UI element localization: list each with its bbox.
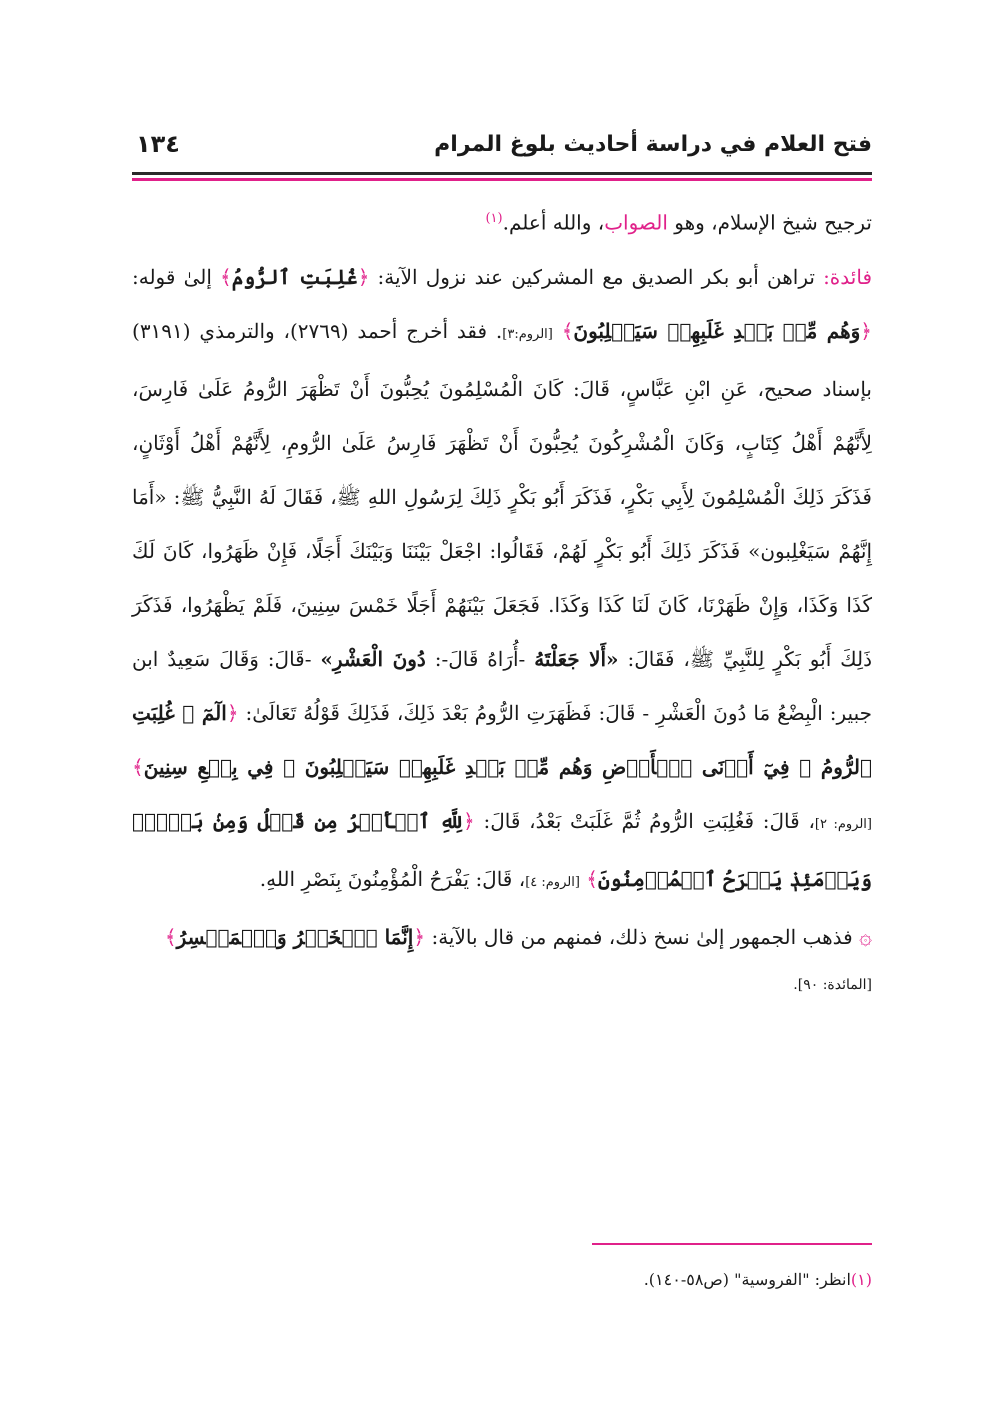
footnote-divider: [592, 1243, 872, 1245]
header-rule-pink: [132, 178, 872, 181]
header-rule-dark: [132, 172, 872, 175]
verse-ref: [الروم: ٤]: [525, 874, 580, 890]
paragraph-3: ۞ فذهب الجمهور إلىٰ نسخ ذلك، فمنهم من قال بالآية: ﴿إِنَّمَا ٱلۡخَمۡرُ وَٱلۡمَيۡسِرُ﴾: [164, 924, 872, 950]
paragraph-1: ترجيح شيخ الإسلام، وهو الصواب، والله أعلم.$^{(١)}$: [485, 210, 872, 235]
footnote-ref[interactable]: (١): [485, 211, 503, 226]
hadith-bold: دُونَ الْعَشْرِ»: [320, 646, 426, 671]
footnote: [644, 1270, 872, 1289]
book-title: فتح العلام في دراسة أحاديث بلوغ المرام: [434, 132, 872, 157]
quran-verse: الٓمٓ ۞ غُلِبَتِ ٱلرُّومُ ۞ فِيٓ أَدۡنَى ٱلۡأَرۡضِ وَهُم مِّنۢ بَعۡدِ غَلَبِهِمۡ سَيَغۡلِبُونَ ۞ فِي بِضۡعِ سِنِينَ: [132, 700, 872, 779]
quran-verse: غُلِبَتِ ٱلرُّومُ: [231, 264, 358, 289]
paragraph-2: فائدة: تراهن أبو بكر الصديق مع المشركين عند نزول الآية: ﴿غُلِبَتِ ٱلرُّومُ﴾ إلىٰ قوله: ﴿وَهُم مِّنۢ بَعۡدِ غَلَبِهِمۡ سَيَغۡلِبُونَ﴾ [الروم:٣]. فقد أخرج أحمد (٢٧٦٩)، والترمذي (٣١٩١) بإسناد صحيح، عَنِ ابْنِ عَبَّاسٍ، قَالَ: كَانَ الْمُسْلِمُونَ يُحِبُّونَ أَنْ تَظْهَرَ الرُّومُ عَلَىٰ فَارِسَ، لِأَنَّهُمْ أَهْلُ كِتَابٍ، وَكَانَ الْمُشْرِكُونَ يُحِبُّونَ أَنْ تَظْهَرَ فَارِسُ عَلَىٰ الرُّومِ، لِأَنَّهُمْ أَهْلُ أَوْثَانٍ، فَذَكَرَ ذَلِكَ الْمُسْلِمُونَ لِأَبِي بَكْرٍ، فَذَكَرَ أَبُو بَكْرٍ ذَلِكَ لِرَسُولِ اللهِ ﷺ، فَقَالَ لَهُ النَّبِيُّ ﷺ: «أَمَا إِنَّهُمْ سَيَغْلِبون» فَذَكَرَ ذَلِكَ أَبُو بَكْرٍ لَهُمْ، فَقَالُوا: اجْعَلْ بَيْنَنَا وَبَيْنَكَ أَجَلًا، فَإِنْ ظَهَرُوا، كَانَ لَكَ كَذَا وَكَذَا، وَإِنْ ظَهَرْنَا، كَانَ لَنَا كَذَا وَكَذَا. فَجَعَلَ بَيْنَهُمْ أَجَلًا خَمْسَ سِنِينَ، فَلَمْ يَظْهَرُوا، فَذَكَرَ ذَلِكَ أَبُو بَكْرٍ لِلنَّبِيِّ ﷺ، فَقَالَ: «أَلا جَعَلْتَهُ -أُرَاهُ قَالَ-: دُونَ الْعَشْرِ» -قَالَ: وَقَالَ سَعِيدٌ ابن جبير: الْبِضْعُ مَا دُونَ الْعَشْرِ - قَالَ: فَظَهَرَتِ الرُّومُ بَعْدَ ذَلِكَ، فَذَلِكَ قَوْلُهُ تَعَالَىٰ: ﴿الٓمٓ ۞ غُلِبَتِ ٱلرُّومُ ۞ فِيٓ أَدۡنَى ٱلۡأَرۡضِ وَهُم مِّنۢ بَعۡدِ غَلَبِهِمۡ سَيَغۡلِبُونَ ۞ فِي بِضۡعِ سِنِينَ﴾ [الروم: ٢]، قَالَ: فَغُلِبَتِ الرُّومُ ثُمَّ غَلَبَتْ بَعْدُ، قَالَ: ﴿لِلَّهِ ٱلۡأَمۡرُ مِن قَبۡلُ وَمِنۢ بَعۡدُۚ وَيَوۡمَئِذٖ يَفۡرَحُ ٱلۡمُؤۡمِنُونَ﴾ [الروم: ٤]، قَالَ: يَفْرَحُ الْمُؤْمِنُونَ بِنَصْرِ اللهِ.: [132, 264, 873, 891]
verse-ref: [الروم: ٢]: [814, 816, 872, 832]
section-star-icon: ۞: [859, 924, 872, 950]
page-number: ١٣٤: [136, 130, 180, 158]
footnote-number: (١): [850, 1270, 872, 1289]
page-header: [132, 128, 872, 168]
footnote-text: انظر: "الفروسية" (ص٥٨-١٤٠).: [643, 1270, 851, 1289]
hadith-bold: «أَلا جَعَلْتَهُ: [534, 646, 619, 671]
quran-verse: إِنَّمَا ٱلۡخَمۡرُ وَٱلۡمَيۡسِرُ: [176, 924, 414, 949]
quran-verse: لِلَّهِ ٱلۡأَمۡرُ مِن قَبۡلُ وَمِنۢ بَعۡدُۚ وَيَوۡمَئِذٖ يَفۡرَحُ ٱلۡمُؤۡمِنُونَ: [132, 808, 872, 891]
note-label: فائدة:: [823, 264, 872, 289]
highlight-word: الصواب: [604, 210, 668, 235]
page-body: [132, 192, 872, 1005]
verse-ref: [الروم:٣]: [502, 326, 553, 342]
quran-verse: وَهُم مِّنۢ بَعۡدِ غَلَبِهِمۡ سَيَغۡلِبُونَ: [573, 318, 861, 343]
verse-ref: [المائدة: ٩٠].: [793, 976, 872, 993]
